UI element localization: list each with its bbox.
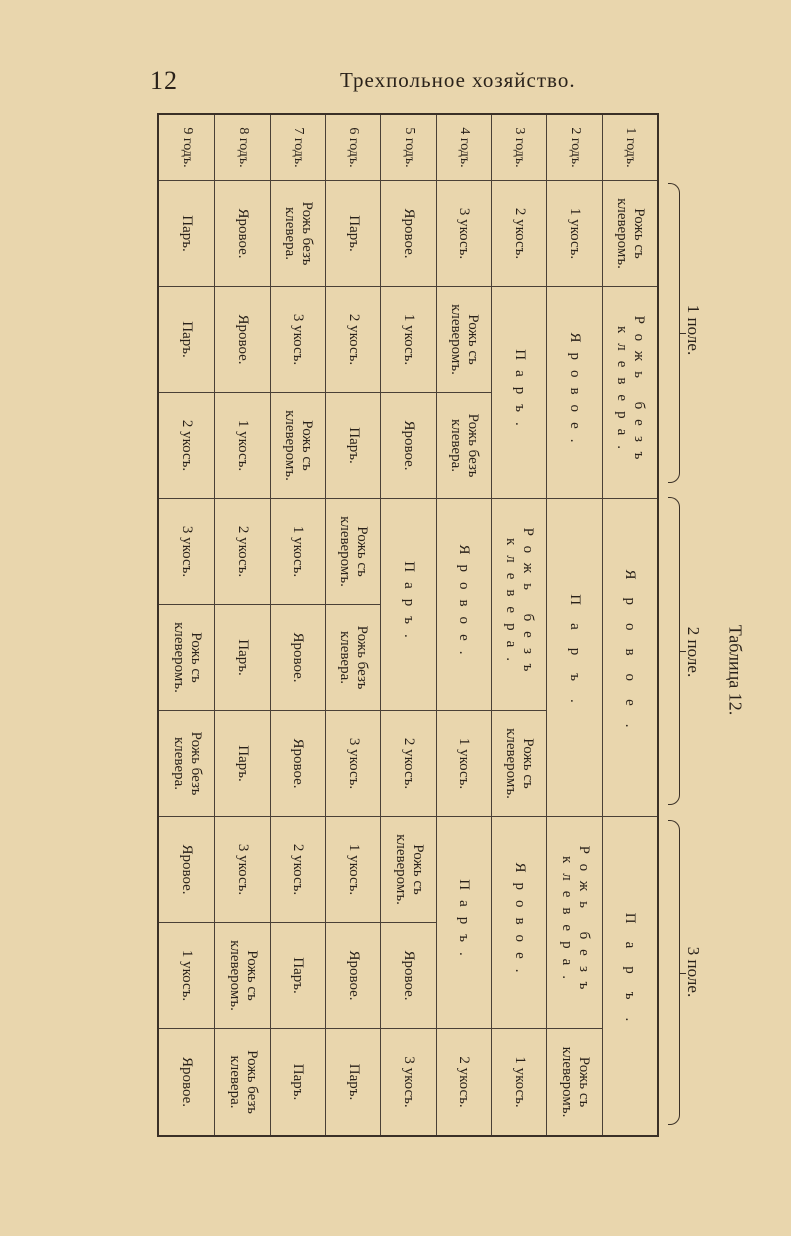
- table-cell: Яровое.: [325, 923, 380, 1029]
- table-cell: 1 укосъ.: [159, 923, 214, 1029]
- table-cell: 1 укосъ.: [325, 817, 380, 923]
- table-cell: Рожь съ клеверомъ.: [491, 711, 546, 817]
- field-label-2: 2 поле.: [684, 626, 703, 678]
- table-cell: Рожь съ клеверомъ.: [602, 181, 657, 287]
- table-cell: Рожь съ клеверомъ.: [380, 817, 435, 923]
- table-cell: Паръ.: [436, 817, 491, 1029]
- year-label: 5 годъ.: [380, 115, 435, 181]
- table-caption: Таблица 12.: [725, 624, 746, 716]
- table-cell: Яровое.: [214, 181, 269, 287]
- table-cell: Паръ.: [325, 393, 380, 499]
- table-cell: Рожь съ клеверомъ.: [214, 923, 269, 1029]
- table-cell: Паръ.: [380, 499, 435, 711]
- table-cell: 2 укосъ.: [270, 817, 325, 923]
- table-cell: Рожь безъ клевера.: [270, 181, 325, 287]
- table-cell: Рожь съ клеверомъ.: [436, 287, 491, 393]
- table-cell: 1 укосъ.: [270, 499, 325, 605]
- year-label: 6 годъ.: [325, 115, 380, 181]
- field-label-3: 3 поле.: [684, 946, 703, 998]
- table-cell: Рожь безъ клевера.: [491, 499, 546, 711]
- page-title: Трехпольное хозяйство.: [340, 68, 576, 92]
- year-label: 9 годъ.: [159, 115, 214, 181]
- table-cell: 1 укосъ.: [491, 1029, 546, 1135]
- brace-field-3: [668, 820, 680, 1125]
- table-cell: 3 укосъ.: [214, 817, 269, 923]
- table-cell: Яровое.: [380, 393, 435, 499]
- table-cell: 1 укосъ.: [546, 181, 601, 287]
- table-cell: Рожь безъ клевера.: [214, 1029, 269, 1135]
- rotation-table: [159, 115, 657, 1135]
- table-cell: Паръ.: [325, 181, 380, 287]
- table-cell: Паръ.: [159, 181, 214, 287]
- table-cell: Рожь безъ клевера.: [159, 711, 214, 817]
- table-cell: 1 укосъ.: [380, 287, 435, 393]
- table-cell: Яровое.: [546, 287, 601, 499]
- table-cell: Рожь съ клеверомъ.: [159, 605, 214, 711]
- year-label: 4 годъ.: [436, 115, 491, 181]
- year-label: 2 годъ.: [546, 115, 601, 181]
- table-cell: Паръ.: [214, 605, 269, 711]
- table-cell: Паръ.: [159, 287, 214, 393]
- table-cell: Рожь безъ клевера.: [325, 605, 380, 711]
- table-cell: Паръ.: [214, 711, 269, 817]
- table-frame: [157, 113, 659, 1137]
- brace-field-1: [668, 183, 680, 483]
- table-cell: Яровое.: [159, 817, 214, 923]
- table-cell: Рожь съ клеверомъ.: [325, 499, 380, 605]
- field-label-1: 1 поле.: [684, 304, 703, 356]
- table-cell: 2 укосъ.: [214, 499, 269, 605]
- table-cell: Паръ.: [270, 923, 325, 1029]
- table-cell: 2 укосъ.: [491, 181, 546, 287]
- table-cell: Яровое.: [270, 605, 325, 711]
- table-cell: Яровое.: [270, 711, 325, 817]
- table-cell: Паръ.: [491, 287, 546, 499]
- table-cell: Яровое.: [380, 923, 435, 1029]
- table-cell: Рожь безъ клевера.: [602, 287, 657, 499]
- table-cell: Рожь съ клеверомъ.: [546, 1029, 601, 1135]
- year-label: 3 годъ.: [491, 115, 546, 181]
- table-cell: 2 укосъ.: [436, 1029, 491, 1135]
- brace-field-2: [668, 497, 680, 805]
- table-cell: Паръ.: [270, 1029, 325, 1135]
- table-cell: Паръ.: [325, 1029, 380, 1135]
- table-cell: Яровое.: [602, 499, 657, 817]
- table-cell: 3 укосъ.: [270, 287, 325, 393]
- table-cell: Яровое.: [491, 817, 546, 1029]
- table-cell: 1 укосъ.: [214, 393, 269, 499]
- year-label: 7 годъ.: [270, 115, 325, 181]
- year-label: 8 годъ.: [214, 115, 269, 181]
- table-cell: 3 укосъ.: [380, 1029, 435, 1135]
- table-cell: 2 укосъ.: [325, 287, 380, 393]
- table-cell: Рожь съ клеверомъ.: [270, 393, 325, 499]
- table-cell: 3 укосъ.: [325, 711, 380, 817]
- table-cell: Паръ.: [546, 499, 601, 817]
- table-cell: Яровое.: [436, 499, 491, 711]
- table-cell: 1 укосъ.: [436, 711, 491, 817]
- table-cell: Яровое.: [214, 287, 269, 393]
- table-cell: 2 укосъ.: [380, 711, 435, 817]
- table-cell: Паръ.: [602, 817, 657, 1135]
- page-number: 12: [150, 66, 178, 95]
- table-cell: Яровое.: [380, 181, 435, 287]
- table-cell: 3 укосъ.: [436, 181, 491, 287]
- year-label: 1 годъ.: [602, 115, 657, 181]
- table-cell: 3 укосъ.: [159, 499, 214, 605]
- table-cell: 2 укосъ.: [159, 393, 214, 499]
- table-cell: Рожь безъ клевера.: [546, 817, 601, 1029]
- table-cell: Яровое.: [179, 1056, 196, 1108]
- table-cell: Рожь безъ клевера.: [436, 393, 491, 499]
